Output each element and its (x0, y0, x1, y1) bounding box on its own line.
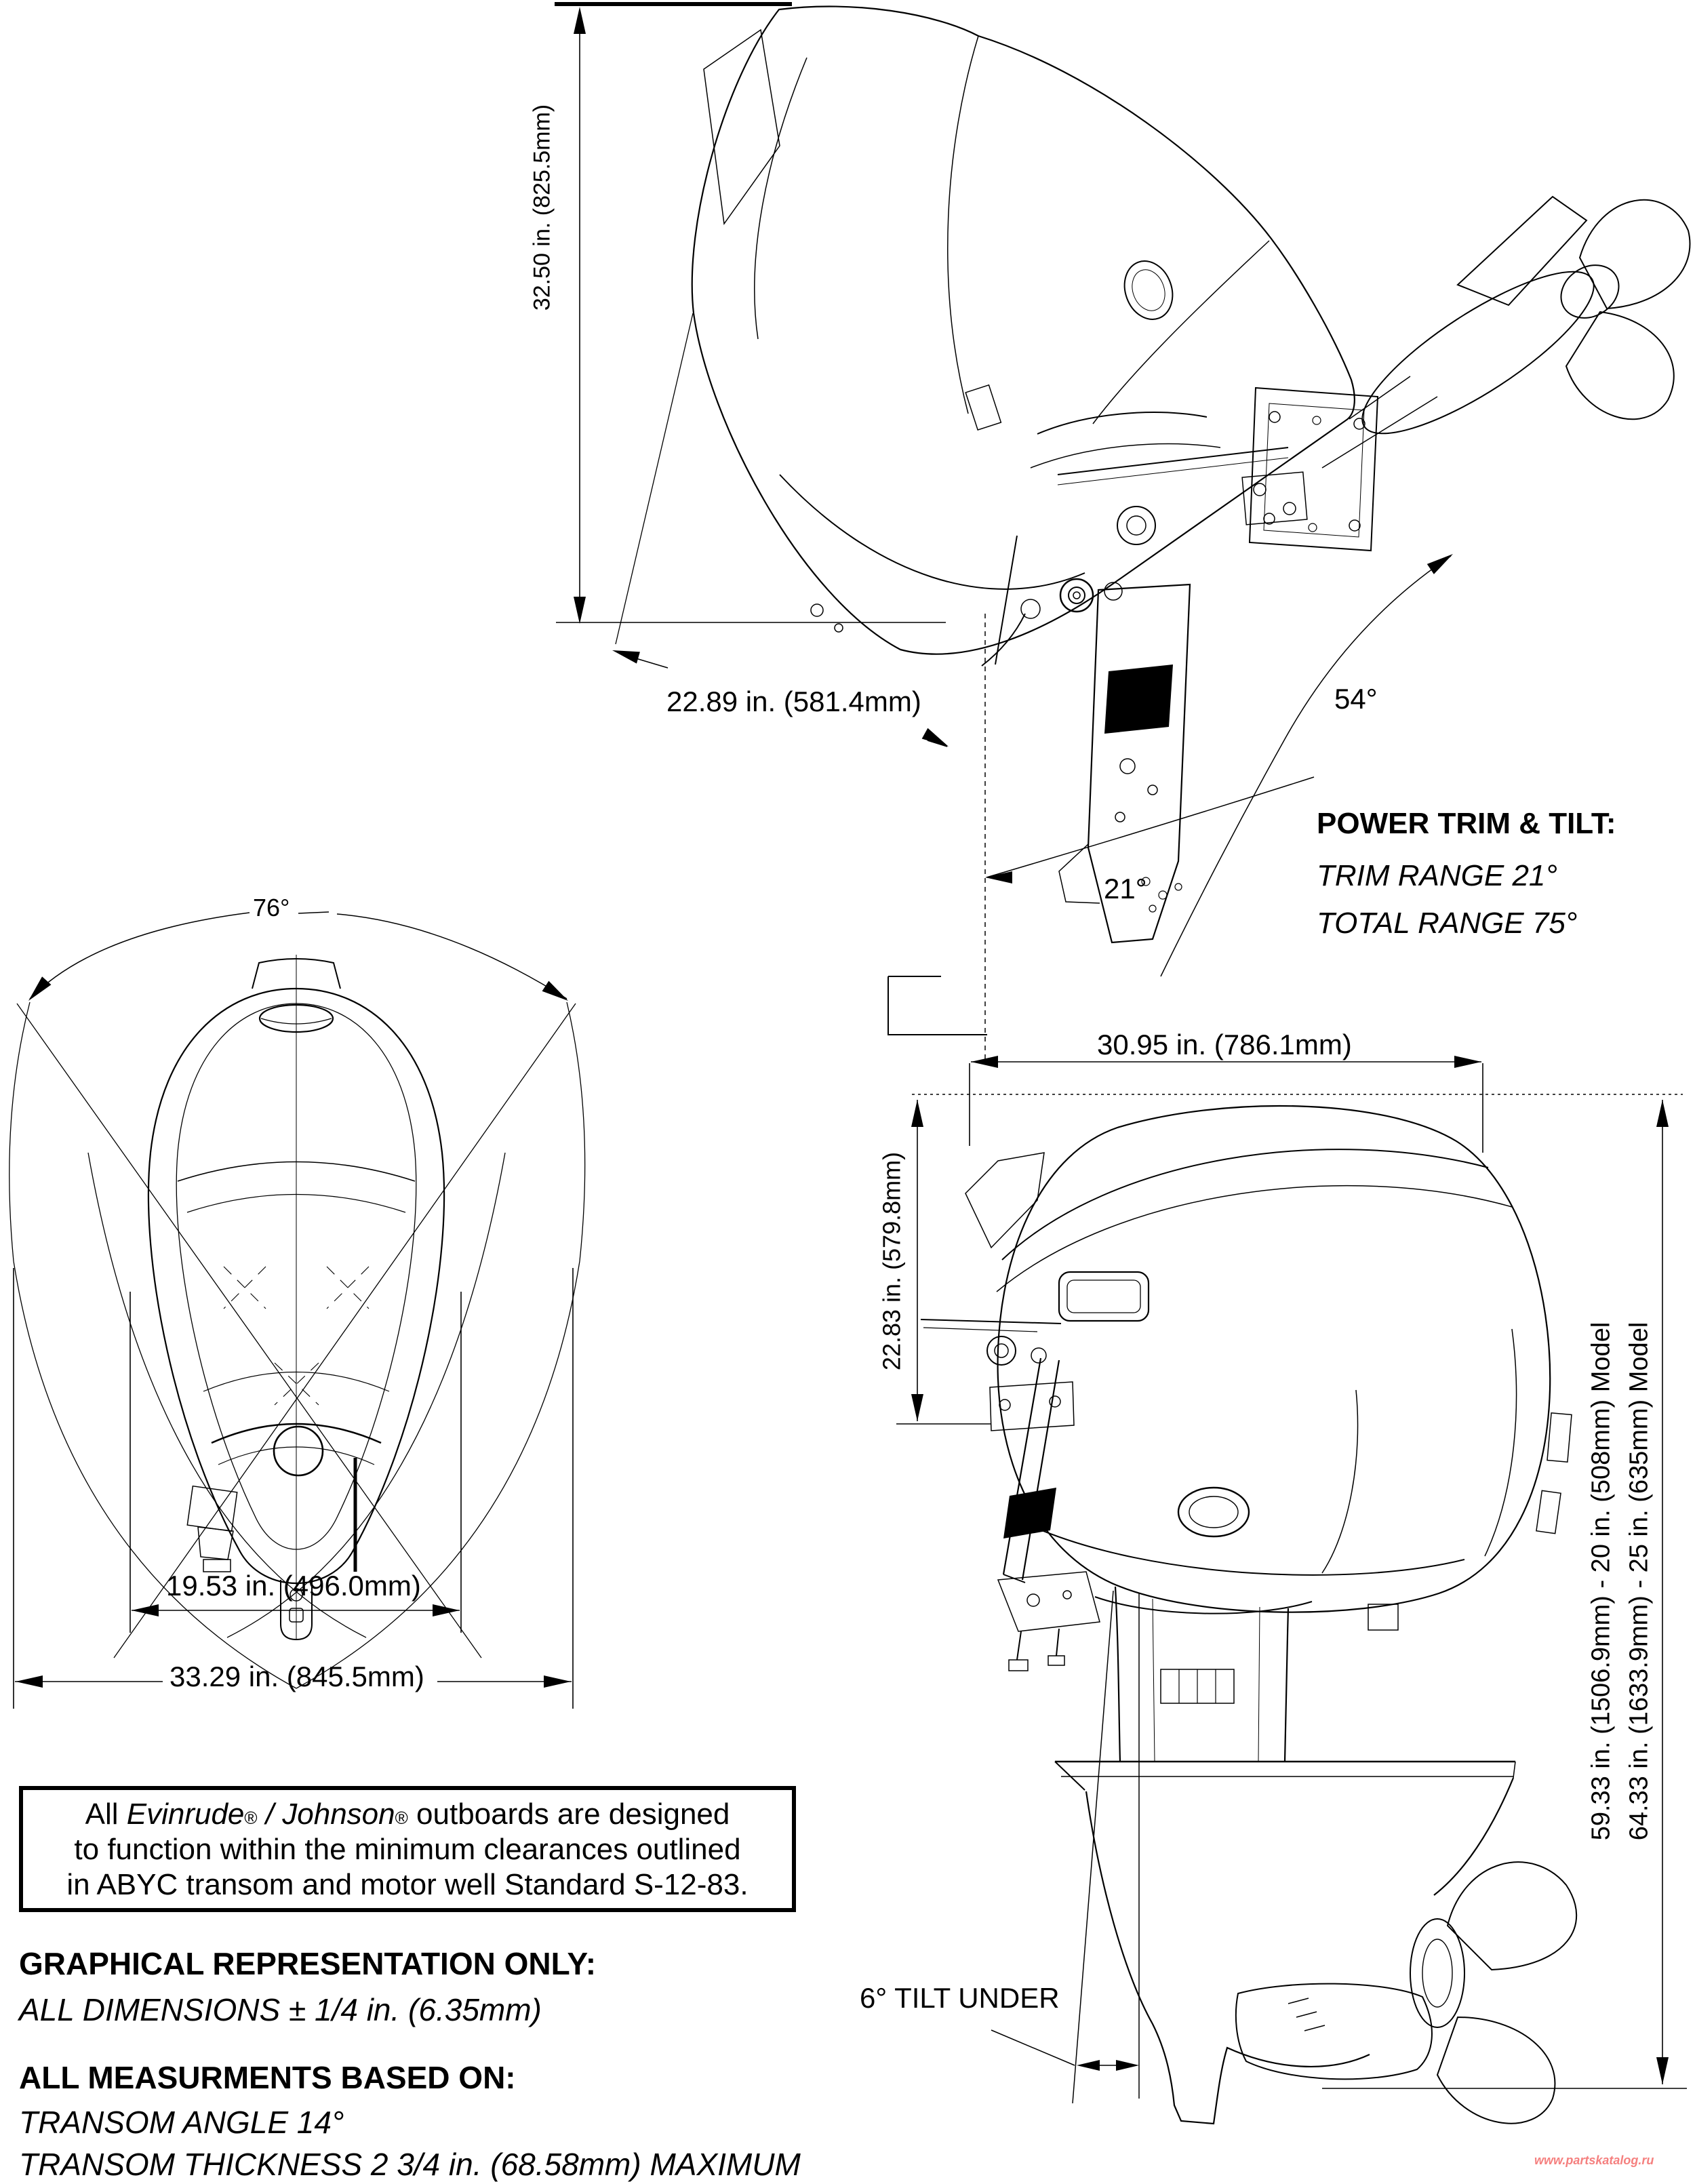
side-view-cowl-outline (998, 1106, 1551, 1612)
tilt-under-label: 6° TILT UNDER (860, 1982, 1060, 2014)
dimension-tolerance-note: ALL DIMENSIONS ± 1/4 in. (6.35mm) (19, 1992, 542, 2027)
top-view-latch-circle (274, 1427, 323, 1475)
tilted-motor-well (888, 976, 987, 1035)
dim-height-20in-model: 59.33 in. (1506.9mm) - 20 in. (508mm) Model (1587, 1322, 1616, 1841)
clearance-note-line2: to function within the minimum clearances outlined (74, 1832, 741, 1866)
registered-mark-2: ® (395, 1808, 408, 1828)
clearance-note-box (19, 1786, 796, 1912)
measurements-based-title: ALL MEASURMENTS BASED ON: (19, 2060, 516, 2095)
side-view-propeller (1410, 1862, 1576, 2123)
angle-76: 76° (253, 894, 290, 921)
side-view-drawing (921, 1106, 1576, 2124)
tilted-view-dimensions (555, 4, 1456, 1060)
note-line1-suffix: outboards are designed (407, 1798, 730, 1831)
transom-thickness-note: TRANSOM THICKNESS 2 3/4 in. (68.58mm) MAXIMUM (19, 2147, 801, 2182)
transom-angle-note: TRANSOM ANGLE 14° (19, 2105, 344, 2140)
brand-evinrude: Evinrude (126, 1798, 245, 1831)
total-range-label: TOTAL RANGE 75° (1317, 907, 1578, 940)
note-separator: / (257, 1798, 283, 1831)
clearance-note-line1 (23, 1797, 792, 1832)
side-view-transom-bracket (921, 1319, 1100, 1671)
note-line1-prefix: All (85, 1798, 127, 1831)
dim-tilted-clearance: 22.89 in. (581.4mm) (666, 686, 921, 717)
dim-height-25in-model: 64.33 in. (1633.9mm) - 25 in. (635mm) Model (1624, 1322, 1654, 1841)
dim-transom-height: 22.83 in. (579.8mm) (877, 1151, 906, 1371)
angle-54: 54° (1334, 683, 1378, 715)
registered-mark-1: ® (244, 1808, 258, 1828)
side-view-gearcase (1086, 1778, 1513, 2124)
angle-21: 21° (1104, 873, 1147, 905)
tilted-cowl-emblem (1117, 254, 1180, 326)
dim-overall-length: 30.95 in. (786.1mm) (1097, 1029, 1352, 1060)
brand-johnson: Johnson (282, 1798, 395, 1831)
graphical-representation-title: GRAPHICAL REPRESENTATION ONLY: (19, 1946, 597, 1981)
tilted-cowl-outline (692, 6, 1355, 654)
watermark-url: www.partskatalog.ru (1534, 2153, 1654, 2167)
dim-overall-height-tilted: 32.50 in. (825.5mm) (529, 104, 555, 311)
clearance-note-line3: in ABYC transom and motor well Standard S-12-83. (66, 1867, 749, 1901)
dim-cowl-width: 19.53 in. (496.0mm) (166, 1570, 421, 1602)
side-view-dimensions (896, 1056, 1687, 2103)
trim-range-label: TRIM RANGE 21° (1317, 859, 1557, 892)
tilted-gearcase-propeller (1322, 197, 1690, 468)
dim-envelope-width: 33.29 in. (845.5mm) (170, 1661, 424, 1692)
power-trim-tilt-title: POWER TRIM & TILT: (1317, 807, 1616, 840)
